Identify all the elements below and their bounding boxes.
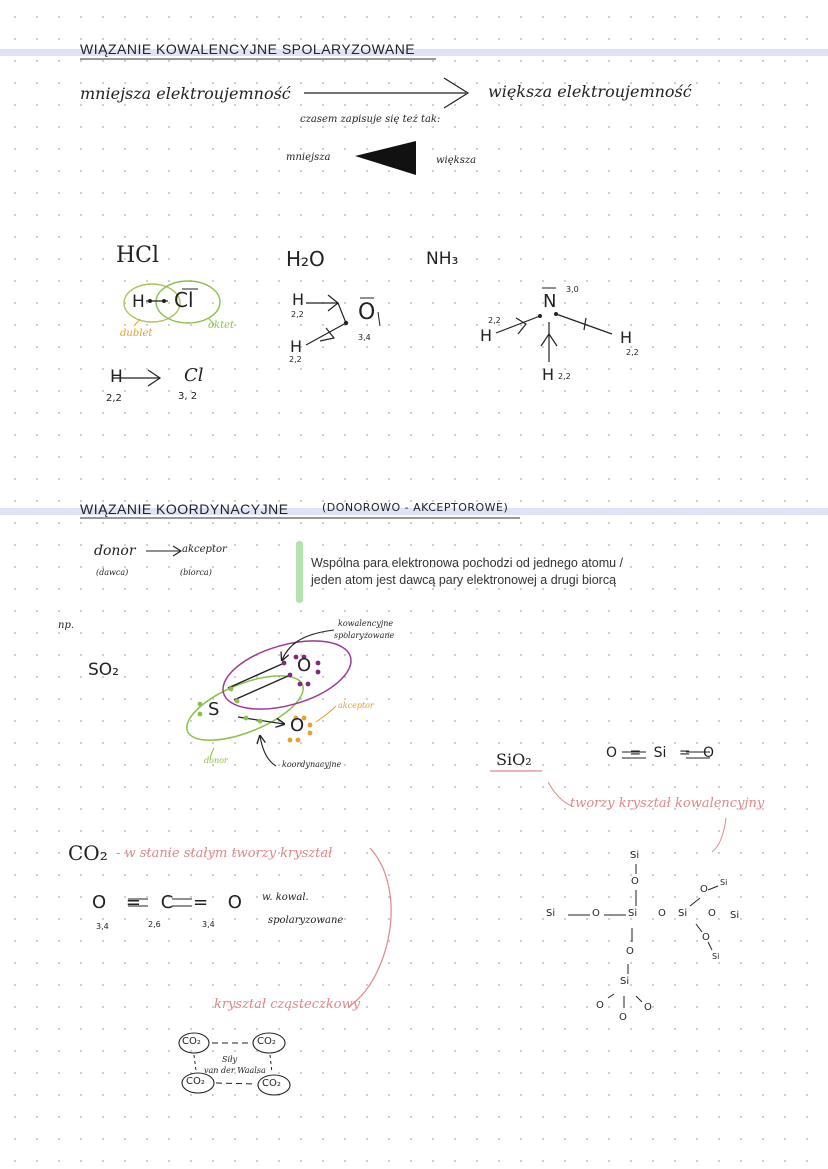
lattice-o-upper-right: O <box>700 884 708 895</box>
vdw-forces-1: Siły <box>222 1055 238 1064</box>
lattice-o-lower-right: O <box>702 932 710 943</box>
lattice-si-center: Si <box>628 908 638 919</box>
lattice-si-top: Si <box>630 850 640 861</box>
covalent-label-1: kowalencyjne <box>338 619 394 628</box>
section1-title: WIĄZANIE KOWALENCYJNE SPOLARYZOWANE <box>80 41 416 57</box>
so2-s-atom: S <box>208 699 220 720</box>
hcl-en-cl: 3, 2 <box>178 391 198 402</box>
lattice-o-top: O <box>631 876 639 887</box>
co2-structure: O = C = O <box>92 892 242 913</box>
nh3-n: N <box>543 291 557 312</box>
h2o-en-o: 3,4 <box>358 333 371 342</box>
co2-crystal-note: - w stanie stałym tworzy kryształ <box>116 846 333 861</box>
higher-short-label: większa <box>436 155 477 166</box>
sio2-covalent-crystal: tworzy kryształ kowalencyjny <box>570 796 765 811</box>
acceptor-pl-label: (biorca) <box>180 568 212 577</box>
so2-o-right: O <box>290 715 305 736</box>
covalent-label-2: spolaryzowane <box>334 631 395 640</box>
h2o-en-h1: 2,2 <box>291 310 304 319</box>
lattice-si-far: Si <box>730 910 740 921</box>
nh3-h-right: H <box>620 328 633 347</box>
lattice-o-bl: O <box>596 1000 604 1011</box>
co2-bond-type-1: w. kowal. <box>262 892 309 903</box>
nh3-formula: NH₃ <box>426 249 459 269</box>
vdw-forces-2: van der Waalsa <box>204 1066 266 1075</box>
so2-formula: SO₂ <box>88 660 119 680</box>
hcl-cl: Cl <box>174 288 194 312</box>
lattice-o-br: O <box>644 1002 652 1013</box>
lattice-si-bottom: Si <box>620 976 630 987</box>
donor-label: donor <box>94 543 136 559</box>
co2-molecule-2: CO₂ <box>257 1036 276 1047</box>
higher-electronegativity-label: większa elektroujemność <box>488 82 692 101</box>
donor-pl-label: (dawca) <box>96 568 129 577</box>
lattice-si-left: Si <box>546 908 556 919</box>
hcl-cl-bond: Cl <box>184 365 204 386</box>
hcl-en-h: 2,2 <box>106 393 122 404</box>
co2-en-o1: 3,4 <box>96 922 109 931</box>
nh3-en-n: 3,0 <box>566 285 579 294</box>
sio2-formula: SiO₂ <box>496 750 532 769</box>
sometimes-note: czasem zapisuje się też tak: <box>300 114 441 125</box>
co2-bond-type-2: spolaryzowane <box>268 915 344 926</box>
co2-molecule-3: CO₂ <box>186 1076 205 1087</box>
oktet-label: oktet <box>208 320 235 331</box>
lattice-o-right: O <box>708 908 716 919</box>
lower-short-label: mniejsza <box>286 152 331 163</box>
section2-title: WIĄZANIE KOORDYNACYJNE <box>80 501 289 517</box>
sio2-structure: O = Si = O <box>606 745 715 761</box>
lattice-o-left: O <box>592 908 600 919</box>
molecular-crystal-label: kryształ cząsteczkowy <box>214 997 361 1012</box>
lattice-o-mid: O <box>658 908 666 919</box>
hcl-h-bond: H <box>110 367 123 387</box>
lattice-si-upper-right: Si <box>720 878 728 887</box>
hcl-h: H <box>132 292 145 312</box>
lower-electronegativity-label: mniejsza elektroujemność <box>80 84 291 103</box>
example-label: np. <box>58 620 75 631</box>
co2-molecule-1: CO₂ <box>182 1036 201 1047</box>
nh3-h-bottom: H <box>542 365 555 384</box>
h2o-formula: H₂O <box>286 247 325 271</box>
co2-en-o2: 3,4 <box>202 920 215 929</box>
lattice-o-bottom: O <box>619 1012 627 1023</box>
so2-o-top: O <box>297 655 312 676</box>
dublet-label: dublet <box>120 328 153 339</box>
co2-en-c: 2,6 <box>148 920 161 929</box>
co2-formula: CO₂ <box>68 841 108 865</box>
acceptor-tag: akceptor <box>338 701 374 710</box>
lattice-si-right: Si <box>678 908 688 919</box>
coordinate-label: koordynacyjne <box>282 760 342 769</box>
nh3-en-hl: 2,2 <box>488 316 501 325</box>
h2o-h2: H <box>290 337 303 356</box>
h2o-h1: H <box>292 290 305 309</box>
co2-molecule-4: CO₂ <box>262 1078 281 1089</box>
section2-subtitle: (DONOROWO - AKCEPTOROWE) <box>322 501 509 514</box>
note-accent-bar <box>296 541 303 603</box>
nh3-h-left: H <box>480 326 493 345</box>
donor-tag: donor <box>204 756 228 765</box>
definition-line-2: jeden atom jest dawcą pary elektronowej a drugi biorcą <box>311 573 617 587</box>
definition-line-1: Wspólna para elektronowa pochodzi od jednego atomu / <box>311 556 624 570</box>
nh3-en-hb: 2,2 <box>558 372 571 381</box>
polarity-wedge <box>355 141 416 175</box>
lattice-si-lower-right: Si <box>712 952 720 961</box>
acceptor-label: akceptor <box>182 544 227 555</box>
h2o-en-h2: 2,2 <box>289 355 302 364</box>
h2o-o: O <box>358 300 376 325</box>
lattice-o-down: O <box>626 946 634 957</box>
nh3-en-hr: 2,2 <box>626 348 639 357</box>
hcl-formula: HCl <box>116 243 160 268</box>
